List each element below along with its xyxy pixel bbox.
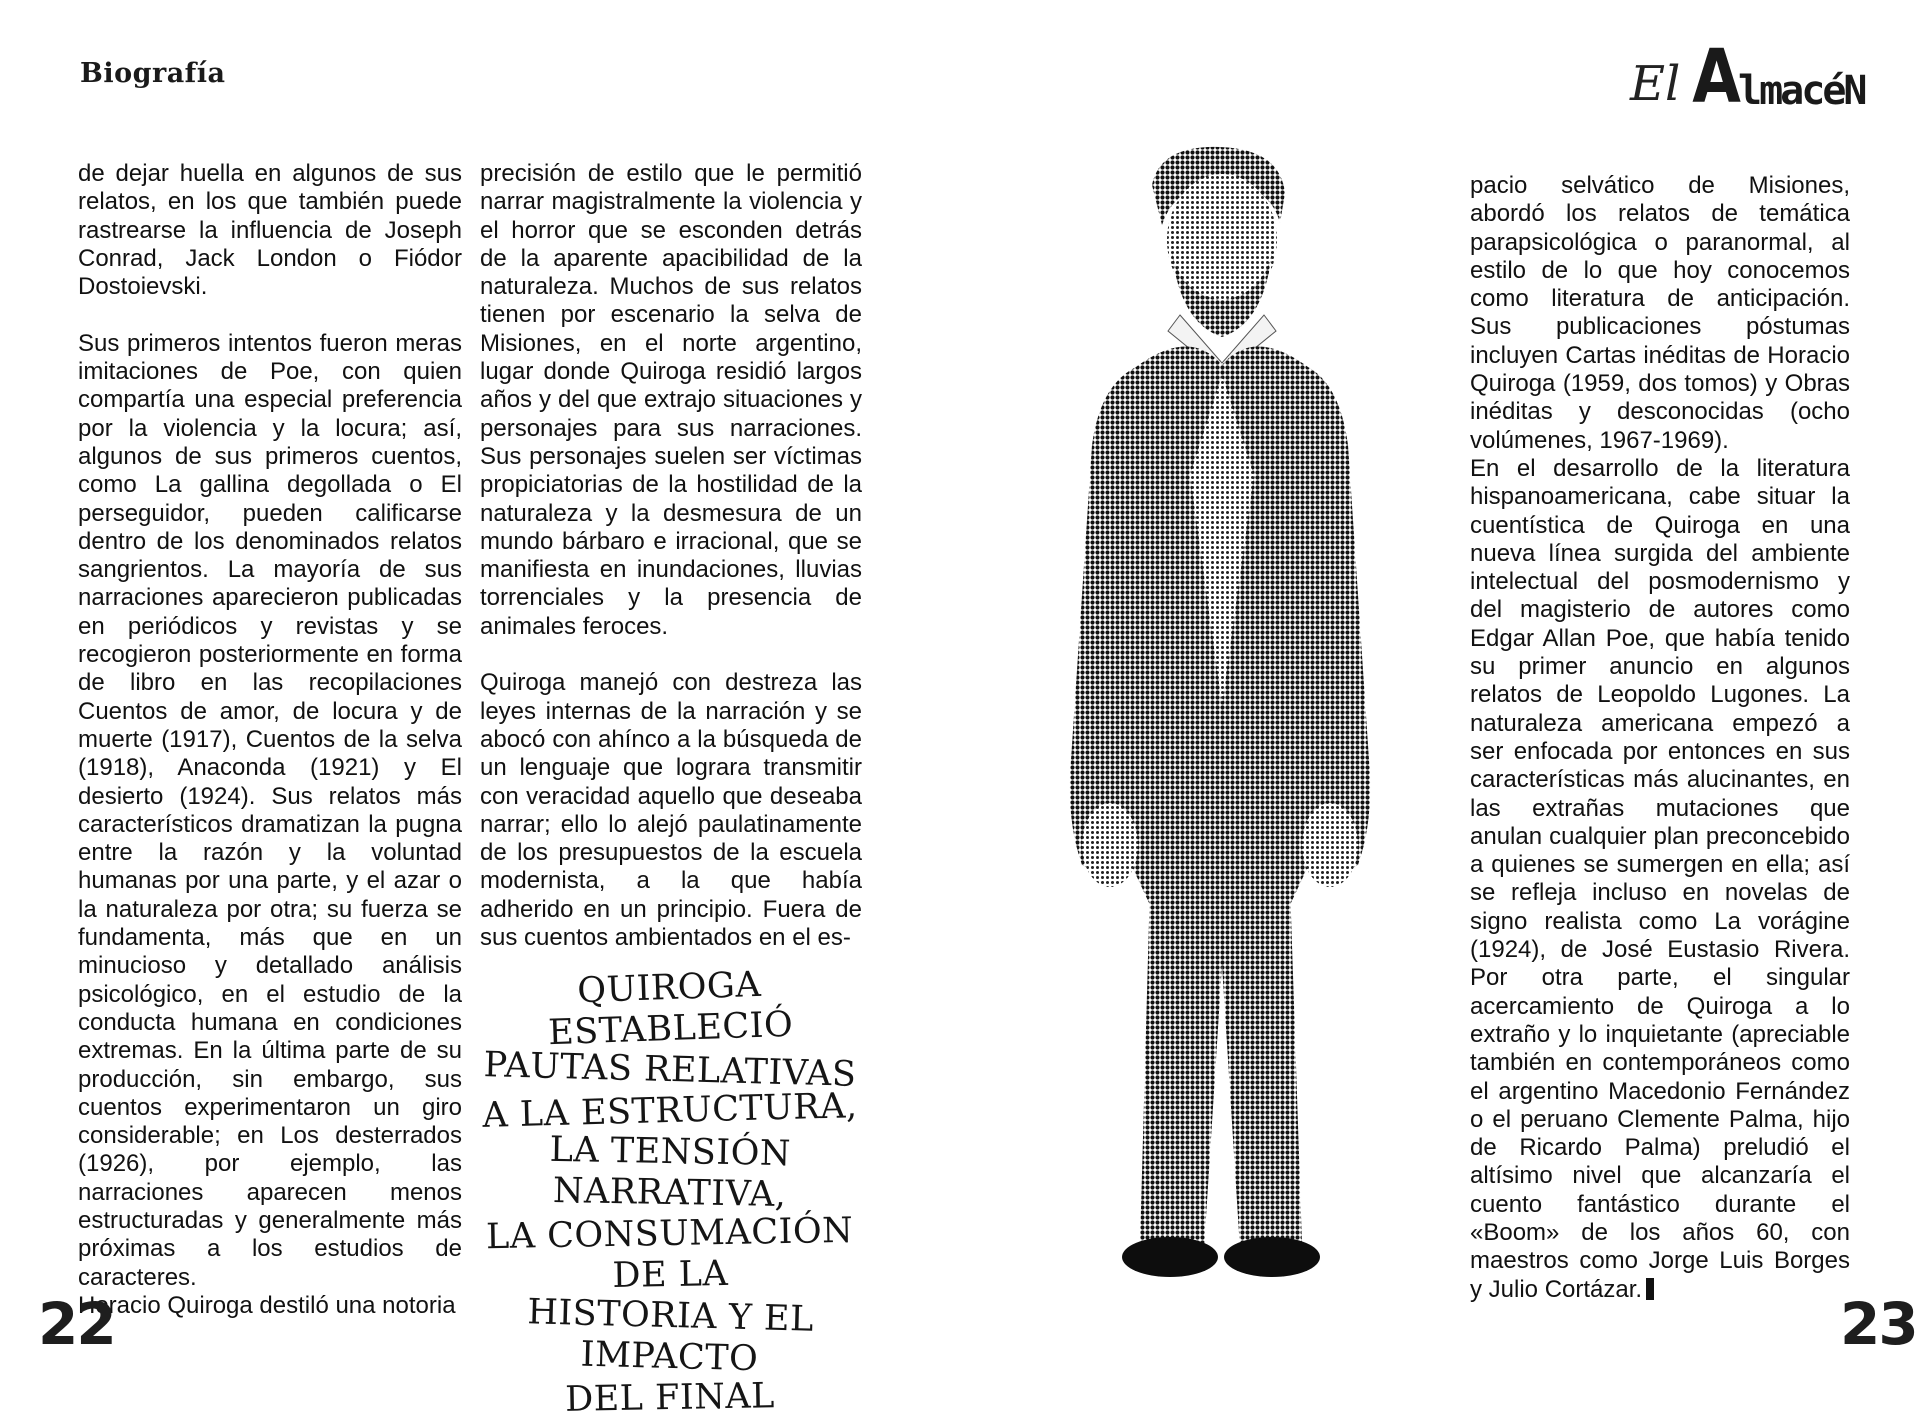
pull-quote-line: PAUTAS RELATIVAS	[483, 1045, 857, 1095]
paragraph: precisión de estilo que le permitió narrar magistralmente la violencia y el horror que se esconden detrás de la aparente apacibilidad de la naturaleza. Muchos de sus relatos tienen por escenario la selva de Misiones, en el norte argentino, lugar donde Quiroga residió largos años y del que extrajo situaciones y personajes para sus narraciones. Sus personajes suelen ser víctimas propiciatorias de la hostilidad de la naturaleza y la desmesura de un mundo bárbaro e irracional, que se manifiesta en inundaciones, lluvias torrenciales y la presencia de animales feroces.	[480, 160, 862, 640]
logo-el: El	[1630, 56, 1681, 112]
pull-quote-line: A LA ESTRUCTURA,	[481, 1086, 859, 1136]
page-number-right: 23	[1840, 1290, 1917, 1358]
pull-quote-line: QUIROGA ESTABLECIÓ	[547, 964, 794, 1054]
trousers	[1140, 885, 1302, 1249]
paragraph-text: En el desarrollo de la literatura hispanoamericana, cabe situar la cuentística de Quiroga en una nueva línea surgida del ambiente intelectual del posmodernismo y del magisterio de autores como Edgar Allan Poe, que había tenido su primer anuncio en algunos relatos de Leopoldo Lugones. La naturaleza americana empezó a ser enfocada por entonces en sus características más alucinantes, en las extrañas mutaciones que anulan cualquier plan preconcebido a quienes se sumergen en ella; así se refleja incluso en novelas de signo realista como La vorágine (1924), de José Eustasio Rivera. Por otra parte, el singular acercamiento de Quiroga a lo extraño y lo inquietante (apreciable también en contemporáneos como el argentino Macedonio Fernández o el peruano Clemente Palma, hijo de Ricardo Palma) preludió el altísimo nivel que alcanzaría el cuento fantástico durante el «Boom» de los años 60, con maestros como Jorge Luis Borges y Julio Cortázar.	[1470, 454, 1850, 1303]
pull-quote-line: HISTORIA Y EL IMPACTO	[526, 1292, 815, 1380]
paragraph-last	[1470, 455, 1850, 1304]
portrait-photo	[1040, 145, 1400, 1295]
pull-quote-line: LA TENSIÓN NARRATIVA,	[549, 1129, 792, 1216]
right-hand	[1302, 803, 1358, 887]
page-number-left: 22	[38, 1290, 115, 1358]
text-column-3	[1470, 172, 1850, 1304]
pull-quote-line: DEL FINAL	[564, 1376, 776, 1420]
paragraph: de dejar huella en algunos de sus relatos, en los que también puede rastrearse la influencia de Joseph Conrad, Jack London o Fiódor Dostoievski.	[78, 160, 462, 301]
pull-quote-line: LA CONSUMACIÓN DE LA	[485, 1210, 854, 1297]
magazine-logo	[1630, 34, 1875, 120]
left-shoe	[1122, 1237, 1218, 1277]
paragraph: Sus primeros intentos fueron meras imitaciones de Poe, con quien compartía una especial preferencia por la violencia y la locura; así, algunos de sus primeros cuentos, como La gallina degollada o El perseguidor, pueden calificarse dentro de los denominados relatos sangrientos. La mayoría de sus narraciones aparecieron publicadas en periódicos y revistas y se recogieron posteriormente en forma de libro en las recopilaciones Cuentos de amor, de locura y de muerte (1917), Cuentos de la selva (1918), Anaconda (1921) y El desierto (1924). Sus relatos más característicos dramatizan la pugna entre la razón y la voluntad humanas por una parte, y el azar o la naturaleza por otra; su fuerza se fundamenta, más que en un minucioso y detallado análisis psicológico, en el estudio de la conducta humana en condiciones extremas. En la última parte de su producción, sin embargo, sus cuentos experimentaron un giro considerable; en Los desterrados (1926), por ejemplo, las narraciones aparecen menos estructuradas y generalmente más próximas a los estudios de caracteres.	[78, 329, 462, 1291]
paragraph: pacio selvático de Misiones, abordó los relatos de temática parapsicológica o paranormal, al estilo de lo que hoy conocemos como literatura de anticipación. Sus publicaciones póstumas incluyen Cartas inéditas de Horacio Quiroga (1959, dos tomos) y Obras inéditas y desconocidas (ocho volúmenes, 1967-1969).	[1470, 172, 1850, 454]
text-column-1	[78, 160, 462, 1320]
logo-wordmark: lmacéN	[1738, 68, 1865, 114]
pull-quote	[470, 964, 870, 1420]
right-shoe	[1224, 1237, 1320, 1277]
text-column-2	[480, 160, 862, 952]
end-of-article-mark	[1646, 1278, 1654, 1300]
paragraph: Horacio Quiroga destiló una notoria	[78, 1291, 456, 1319]
logo-initial: A	[1692, 34, 1741, 120]
paragraph: Quiroga manejó con destreza las leyes internas de la narración y se abocó con ahínco a la búsqueda de un lenguaje que lograra transmitir con veracidad aquello que deseaba narrar; ello lo alejó paulatinamente de los presupuestos de la escuela modernista, a la que había adherido en un principio. Fuera de sus cuentos ambientados en el es-	[480, 669, 862, 952]
section-title: Biografía	[80, 58, 226, 89]
left-hand	[1082, 803, 1138, 887]
